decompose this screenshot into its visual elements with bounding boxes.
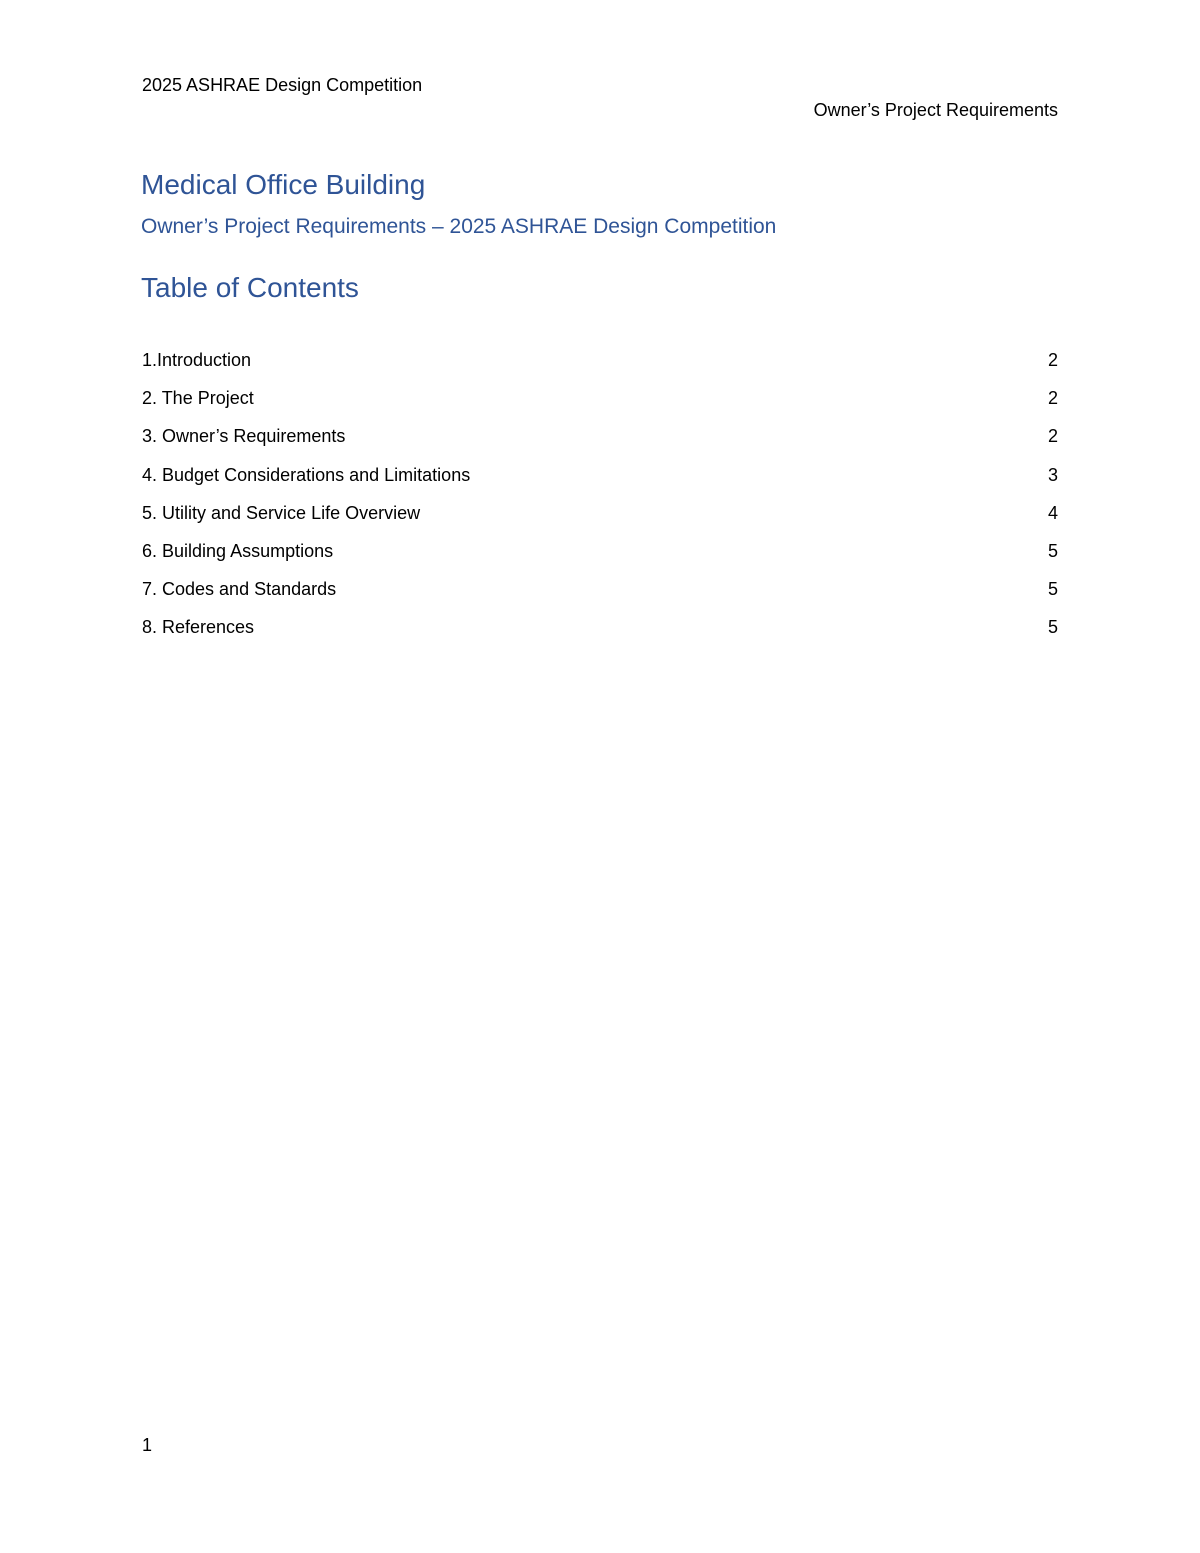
toc-entry-page[interactable]: 5 [1047,579,1058,600]
table-of-contents [142,347,1058,653]
toc-entry-page[interactable]: 3 [1047,464,1058,485]
page-number: 1 [142,1435,153,1455]
toc-entry[interactable] [142,423,1058,461]
toc-entry[interactable] [142,538,1058,576]
toc-heading: Table of Contents [141,272,359,303]
toc-entry-label[interactable]: 8. References [142,617,255,638]
toc-entry[interactable] [142,614,1058,652]
toc-entry-page[interactable]: 2 [1047,388,1058,409]
document-subtitle: Owner’s Project Requirements – 2025 ASHRAE Design Competition [141,215,777,238]
toc-entry[interactable] [142,462,1058,500]
toc-entry-label[interactable]: 5. Utility and Service Life Overview [142,502,421,523]
toc-entry-page[interactable]: 5 [1047,540,1058,561]
toc-entry-label[interactable]: 2. The Project [142,388,254,409]
toc-entry-label[interactable]: 4. Budget Considerations and Limitations [142,464,471,485]
toc-entry-page[interactable]: 5 [1047,617,1058,638]
toc-entry-page[interactable]: 4 [1047,502,1058,523]
toc-entry-label[interactable]: 7. Codes and Standards [142,579,337,600]
toc-entry[interactable] [142,347,1058,385]
toc-entry-label[interactable]: 3. Owner’s Requirements [142,426,346,447]
toc-entry-page[interactable]: 2 [1047,426,1058,447]
running-header-right: Owner’s Project Requirements [813,100,1058,120]
toc-entry-label[interactable]: 1.Introduction [142,350,252,370]
running-header-left: 2025 ASHRAE Design Competition [142,75,423,95]
document-title: Medical Office Building [141,169,426,200]
toc-entry-page[interactable]: 2 [1047,350,1058,370]
toc-entry-label[interactable]: 6. Building Assumptions [142,540,334,561]
toc-entry[interactable] [142,500,1058,538]
toc-entry[interactable] [142,385,1058,423]
toc-entry[interactable] [142,576,1058,614]
